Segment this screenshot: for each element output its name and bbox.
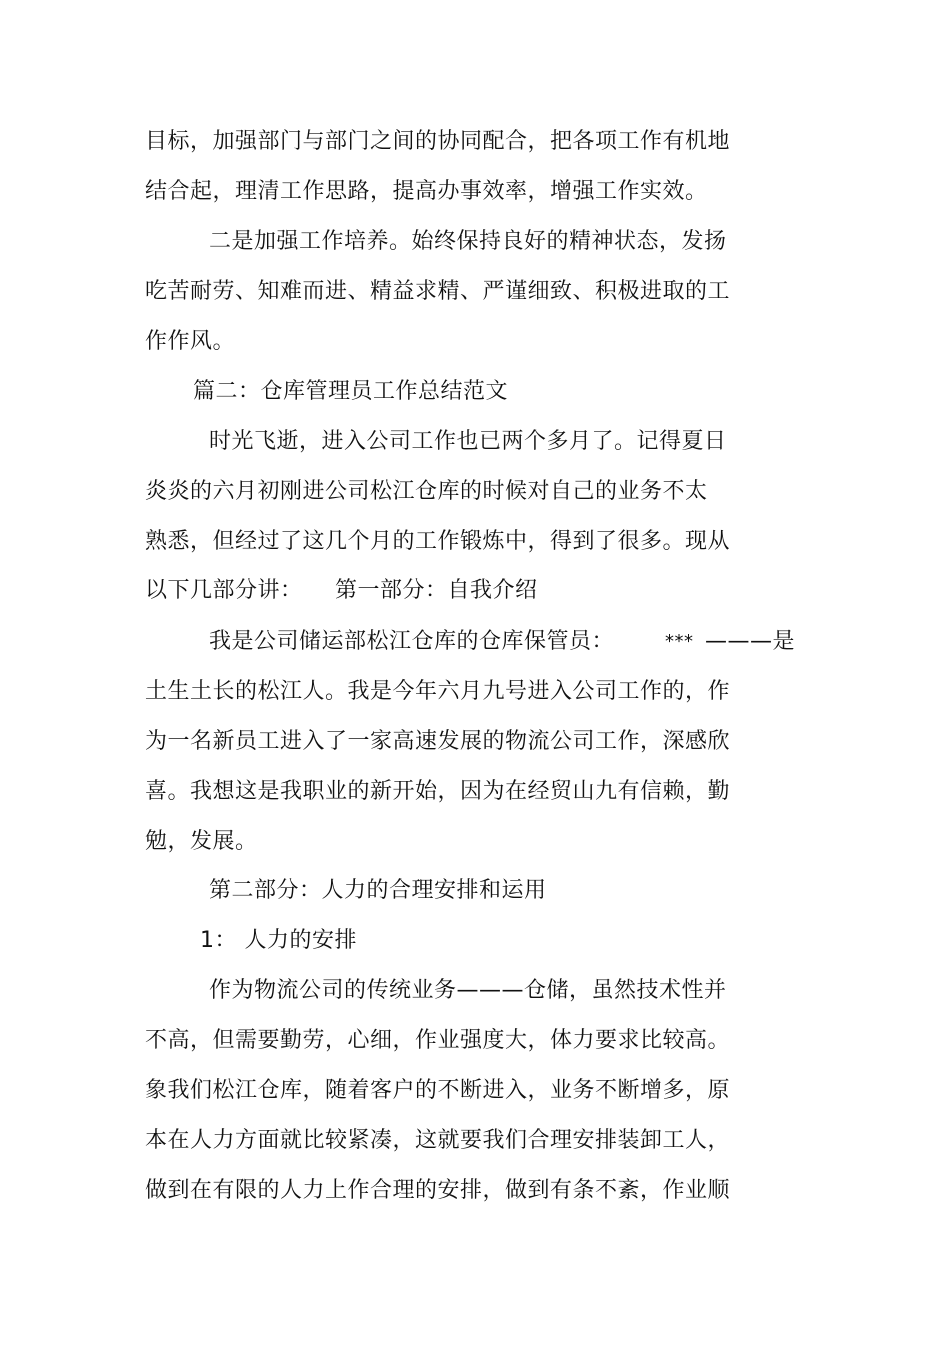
text-line: 土生土长的松江人。我是今年六月九号进入公司工作的，作: [145, 679, 731, 704]
text-line: 时光飞逝，进入公司工作也已两个多月了。记得夏日: [209, 429, 727, 454]
text-line: 本在人力方面就比较紧凑，这就要我们合理安排装卸工人，: [145, 1128, 731, 1153]
subsection-heading: 第二部分：人力的合理安排和运用: [209, 878, 547, 903]
list-heading: 1： 人力的安排: [200, 928, 357, 953]
text-line: 目标，加强部门与部门之间的协同配合，把各项工作有机地: [145, 129, 731, 154]
redacted-name: ***: [665, 631, 694, 652]
subsection-heading: 第一部分：自我介绍: [335, 578, 538, 603]
text-line: 二是加强工作培养。始终保持良好的精神状态，发扬: [209, 229, 727, 254]
text-line: 作作风。: [145, 329, 236, 354]
text-line: 以下几部分讲：: [145, 578, 303, 603]
text-line: 炎炎的六月初刚进公司松江仓库的时候对自己的业务不太: [145, 479, 708, 504]
text-line: 熟悉，但经过了这几个月的工作锻炼中，得到了很多。现从: [145, 529, 731, 554]
text-line: 做到在有限的人力上作合理的安排，做到有条不紊，作业顺: [145, 1178, 731, 1203]
text-line: ———是: [705, 629, 796, 654]
text-line: 为一名新员工进入了一家高速发展的物流公司工作，深感欣: [145, 729, 731, 754]
text-line: 我是公司储运部松江仓库的仓库保管员：: [209, 629, 615, 654]
text-line: 象我们松江仓库，随着客户的不断进入，业务不断增多，原: [145, 1078, 731, 1103]
text-line: 吃苦耐劳、知难而进、精益求精、严谨细致、积极进取的工: [145, 279, 731, 304]
text-line: 喜。我想这是我职业的新开始，因为在经贸山九有信赖，勤: [145, 779, 731, 804]
text-line: 作为物流公司的传统业务———仓储，虽然技术性并: [209, 978, 727, 1003]
text-line: 不高，但需要勤劳，心细，作业强度大，体力要求比较高。: [145, 1028, 731, 1053]
text-line: 结合起，理清工作思路，提高办事效率，增强工作实效。: [145, 179, 708, 204]
section-heading: 篇二：仓库管理员工作总结范文: [193, 379, 509, 404]
text-line: 勉，发展。: [145, 829, 258, 854]
